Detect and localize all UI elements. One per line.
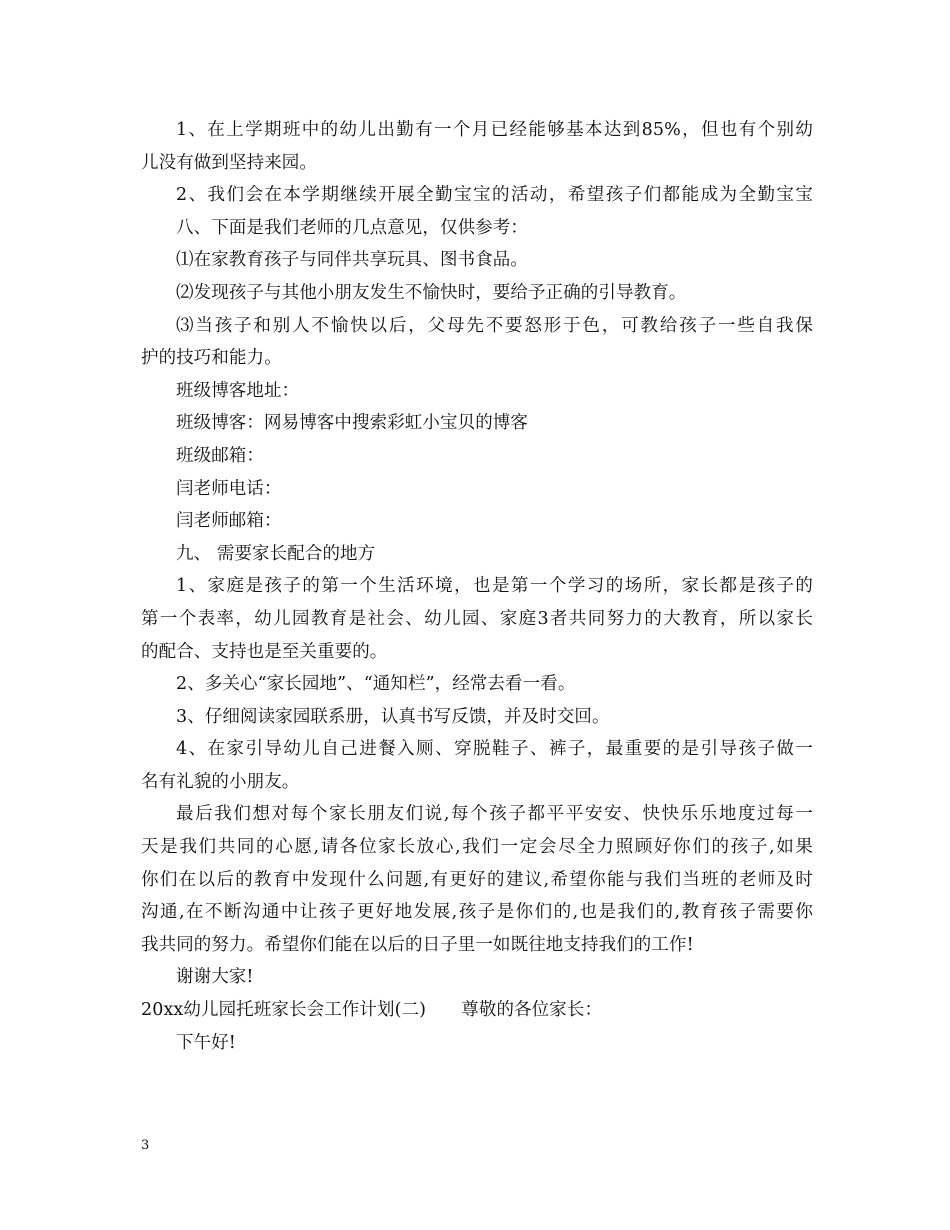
text-line: 2、我们会在本学期继续开展全勤宝宝的活动，希望孩子们都能成为全勤宝宝 (176, 185, 813, 206)
text-line: 我共同的努力。希望你们能在以后的日子里一如既往地支持我们的工作! (141, 934, 694, 955)
text-line: 谢谢大家! (176, 967, 254, 988)
text-line: 沟通,在不断沟通中让孩子更好地发展,孩子是你们的,也是我们的,教育孩子需要你 (141, 902, 813, 923)
text-line: 第一个表率，幼儿园教育是社会、幼儿园、家庭3者共同努力的大教育，所以家长 (141, 608, 813, 629)
text-line: 下午好! (176, 1032, 236, 1053)
text-line: 闫老师电话： (176, 478, 282, 499)
text-line: 1、家庭是孩子的第一个生活环境，也是第一个学习的场所，家长都是孩子的 (176, 576, 813, 597)
text-line: 的配合、支持也是至关重要的。 (141, 641, 388, 662)
text-line: 九、 需要家长配合的地方 (176, 543, 376, 564)
text-line: ⑵发现孩子与其他小朋友发生不愉快时，要给予正确的引导教育。 (176, 282, 687, 303)
text-line: 天是我们共同的心愿,请各位家长放心,我们一定会尽全力照顾好你们的孩子,如果 (141, 837, 813, 858)
text-line: 你们在以后的教育中发现什么问题,有更好的建议,希望你能与我们当班的老师及时 (141, 869, 813, 890)
text-line: 4、在家引导幼儿自己进餐入厕、穿脱鞋子、裤子，最重要的是引导孩子做一 (176, 739, 813, 760)
text-line: 20xx幼儿园托班家长会工作计划(二) 尊敬的各位家长： (141, 1000, 603, 1021)
text-line: 班级博客地址： (176, 380, 300, 401)
text-line: 最后我们想对每个家长朋友们说,每个孩子都平平安安、快快乐乐地度过每一 (176, 804, 813, 825)
text-line: 护的技巧和能力。 (141, 348, 282, 369)
text-line: 八、下面是我们老师的几点意见，仅供参考： (176, 217, 528, 238)
text-line: 名有礼貌的小朋友。 (141, 771, 300, 792)
page-number: 3 (141, 1138, 150, 1153)
text-line: 班级博客：网易博客中搜索彩虹小宝贝的博客 (176, 413, 528, 434)
text-line: 儿没有做到坚持来园。 (141, 152, 317, 173)
text-line: 3、仔细阅读家园联系册，认真书写反馈，并及时交回。 (176, 706, 610, 727)
document-body (141, 114, 813, 1059)
text-line: 闫老师邮箱： (176, 511, 282, 532)
text-line: ⑶当孩子和别人不愉快以后，父母先不要怒形于色，可教给孩子一些自我保 (176, 315, 813, 336)
text-line: 班级邮箱： (176, 445, 264, 466)
text-line: 2、多关心“家长园地”、“通知栏”，经常去看一看。 (176, 674, 576, 695)
text-line: ⑴在家教育孩子与同伴共享玩具、图书食品。 (176, 250, 528, 271)
text-line: 1、在上学期班中的幼儿出勤有一个月已经能够基本达到85%，但也有个别幼 (176, 120, 813, 140)
